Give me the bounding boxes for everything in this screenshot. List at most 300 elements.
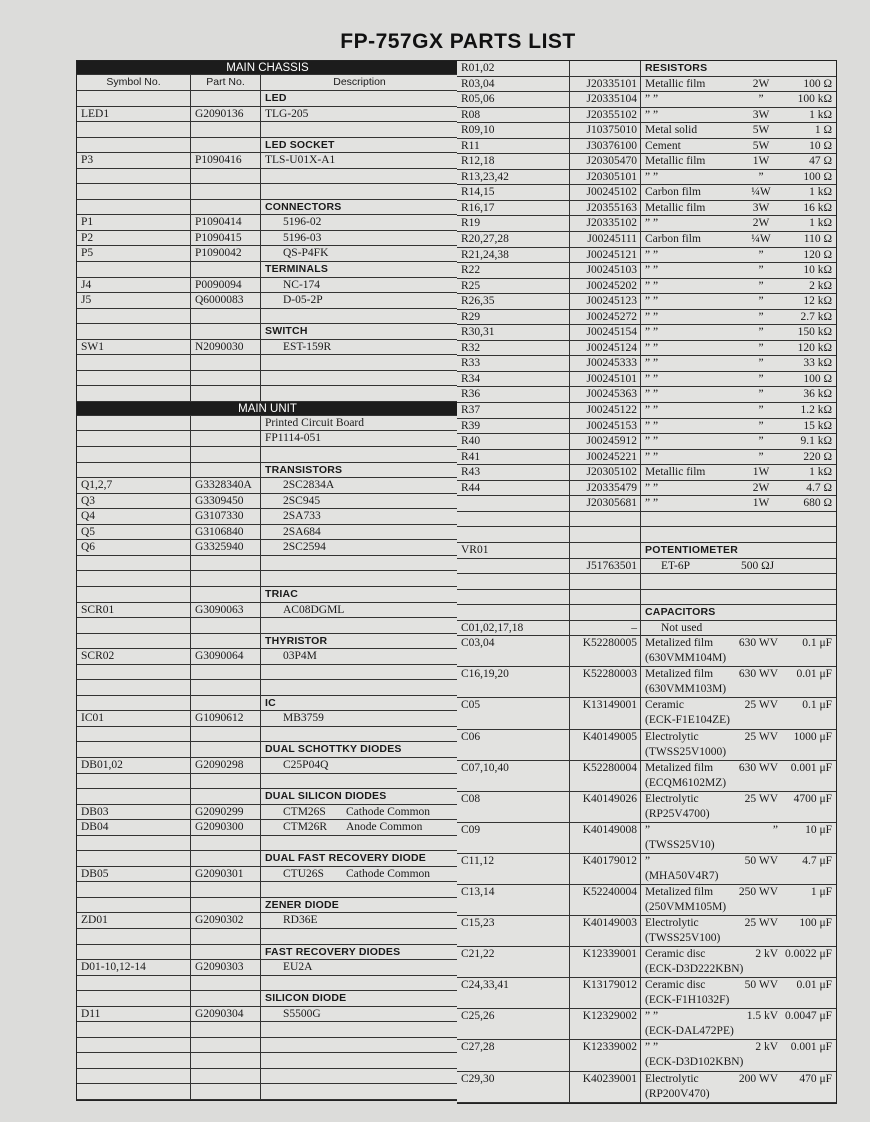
- symbol-cell: [77, 371, 191, 386]
- symbol-cell: C07,10,40: [457, 761, 570, 791]
- page-title: FP-757GX PARTS LIST: [340, 30, 576, 53]
- part-number-cell: [191, 882, 261, 897]
- symbol-cell: [77, 789, 191, 804]
- description-cell: [641, 108, 836, 123]
- part-number-cell: P1090414: [191, 215, 261, 230]
- wattage: ”: [758, 404, 764, 417]
- table-row: [77, 278, 458, 294]
- description-cell: [641, 1009, 836, 1039]
- category-row: [77, 991, 458, 1007]
- model-code: (ECK-F1H1032F): [645, 994, 730, 1007]
- description-cell: 2SC945: [283, 494, 321, 507]
- description-cell: [641, 201, 836, 216]
- part-number-cell: K52240004: [570, 885, 641, 915]
- description-cell: [261, 169, 458, 184]
- description-cell: SILICON DIODE: [265, 992, 347, 1005]
- description-text: Metalized film: [645, 761, 714, 774]
- table-row: [457, 170, 836, 186]
- part-number-cell: J00245101: [570, 372, 641, 387]
- table-row: [457, 1040, 836, 1071]
- model-code: (250VMM105M): [645, 900, 727, 913]
- symbol-cell: D11: [77, 1007, 191, 1022]
- table-row: [457, 450, 836, 466]
- description-cell: [641, 885, 836, 915]
- symbol-cell: DB03: [77, 805, 191, 820]
- wattage: ”: [758, 326, 764, 339]
- symbol-cell: [77, 976, 191, 991]
- table-row: [77, 246, 458, 262]
- table-row: [77, 416, 458, 432]
- category-row: [77, 587, 458, 603]
- description-text: CTM26S: [283, 805, 326, 818]
- category-row: [457, 543, 836, 559]
- description-cell: 2SA684: [283, 525, 321, 538]
- description-cell: [641, 1072, 836, 1102]
- wattage: ”: [758, 93, 764, 106]
- blank-row: [77, 882, 458, 898]
- symbol-cell: R14,15: [457, 185, 570, 200]
- description-note: Cathode Common: [346, 867, 431, 880]
- description-cell: [641, 559, 836, 574]
- blank-row: [77, 571, 458, 587]
- symbol-cell: SW1: [77, 340, 191, 355]
- description-text: Cement: [645, 139, 681, 152]
- symbol-cell: [77, 1022, 191, 1037]
- description-cell: [641, 154, 836, 169]
- part-number-cell: Q6000083: [191, 293, 261, 308]
- description-text: Metallic film: [645, 466, 706, 479]
- description-text: ” ”: [645, 264, 659, 277]
- symbol-cell: [77, 1038, 191, 1053]
- description-cell: [261, 1069, 458, 1084]
- table-row: [77, 867, 458, 883]
- symbol-cell: [77, 463, 191, 478]
- symbol-cell: J4: [77, 278, 191, 293]
- symbol-cell: C13,14: [457, 885, 570, 915]
- description-cell: [261, 618, 458, 633]
- part-number-cell: K40179012: [570, 854, 641, 884]
- wattage: ”: [758, 419, 764, 432]
- voltage: 50 WV: [744, 979, 778, 992]
- part-number-cell: J10375010: [570, 123, 641, 138]
- wattage: ”: [758, 310, 764, 323]
- part-number-cell: [570, 574, 641, 589]
- description-cell: SWITCH: [265, 325, 308, 338]
- value: 0.0047 μF: [784, 1010, 832, 1023]
- blank-row: [77, 727, 458, 743]
- part-number-cell: [191, 309, 261, 324]
- symbol-cell: C16,19,20: [457, 667, 570, 697]
- part-number-cell: K40149003: [570, 916, 641, 946]
- description-text: ” ”: [645, 481, 659, 494]
- description-cell: [641, 310, 836, 325]
- symbol-cell: SCR01: [77, 603, 191, 618]
- part-number-cell: [191, 696, 261, 711]
- symbol-cell: P2: [77, 231, 191, 246]
- voltage: 250 WV: [738, 885, 778, 898]
- part-number-cell: J20355102: [570, 108, 641, 123]
- table-row: [457, 419, 836, 435]
- symbol-cell: R37: [457, 403, 570, 418]
- part-number-cell: P1090416: [191, 153, 261, 168]
- part-number-cell: J00245272: [570, 310, 641, 325]
- voltage: 2 kV: [755, 1041, 778, 1054]
- part-number-cell: P0090094: [191, 278, 261, 293]
- voltage: 50 WV: [744, 854, 778, 867]
- description-cell: [641, 341, 836, 356]
- part-number-cell: [191, 1053, 261, 1068]
- description-cell: [641, 279, 836, 294]
- part-number-cell: [191, 836, 261, 851]
- symbol-cell: [77, 200, 191, 215]
- symbol-cell: [457, 574, 570, 589]
- part-number-cell: K12329002: [570, 1009, 641, 1039]
- wattage: 1W: [752, 497, 770, 510]
- category-row: [77, 324, 458, 340]
- description-cell: [641, 403, 836, 418]
- table-row: [457, 496, 836, 512]
- symbol-cell: R44: [457, 481, 570, 496]
- symbol-cell: R12,18: [457, 154, 570, 169]
- description-cell: CONNECTORS: [265, 200, 342, 213]
- description-cell: DUAL FAST RECOVERY DIODE: [265, 852, 426, 865]
- value: 0.0022 μF: [784, 948, 832, 961]
- description-cell: POTENTIOMETER: [645, 543, 739, 556]
- symbol-cell: [77, 138, 191, 153]
- symbol-cell: C01,02,17,18: [457, 621, 570, 636]
- part-number-cell: K40239001: [570, 1072, 641, 1102]
- voltage: 200 WV: [738, 1072, 778, 1085]
- category-row: [77, 696, 458, 712]
- symbol-cell: P3: [77, 153, 191, 168]
- value: 9.1 kΩ: [800, 435, 832, 448]
- description-cell: MB3759: [283, 712, 324, 725]
- description-cell: [641, 232, 836, 247]
- symbol-cell: DB05: [77, 867, 191, 882]
- description-cell: D-05-2P: [283, 294, 323, 307]
- part-number-cell: K13179012: [570, 978, 641, 1008]
- symbol-cell: R32: [457, 341, 570, 356]
- description-cell: [261, 882, 458, 897]
- description-cell: [641, 372, 836, 387]
- description-text: Ceramic: [645, 699, 684, 712]
- table-row: [457, 154, 836, 170]
- value: 100 Ω: [803, 372, 832, 385]
- symbol-cell: C08: [457, 792, 570, 822]
- symbol-cell: [77, 386, 191, 401]
- symbol-cell: DB01,02: [77, 758, 191, 773]
- symbol-cell: R36: [457, 387, 570, 402]
- value: 100 kΩ: [797, 93, 832, 106]
- description-cell: CAPACITORS: [645, 606, 716, 619]
- part-number-cell: G3106840: [191, 525, 261, 540]
- symbol-cell: LED1: [77, 107, 191, 122]
- symbol-cell: R29: [457, 310, 570, 325]
- table-row: [457, 621, 836, 637]
- wattage: 5W: [752, 139, 770, 152]
- description-cell: Printed Circuit Board: [265, 416, 365, 429]
- part-number-cell: G3309450: [191, 494, 261, 509]
- blank-row: [77, 184, 458, 200]
- description-cell: ZENER DIODE: [265, 898, 339, 911]
- blank-row: [77, 169, 458, 185]
- part-number-cell: J00245111: [570, 232, 641, 247]
- description-cell: EST-159R: [283, 340, 332, 353]
- description-cell: [641, 434, 836, 449]
- description-cell: [261, 665, 458, 680]
- part-number-cell: [191, 355, 261, 370]
- symbol-cell: C29,30: [457, 1072, 570, 1102]
- value: 680 Ω: [803, 497, 832, 510]
- part-number-cell: J00245153: [570, 419, 641, 434]
- description-cell: [641, 823, 836, 853]
- description-text: Carbon film: [645, 233, 701, 246]
- table-row: [457, 947, 836, 978]
- description-cell: [261, 867, 458, 882]
- symbol-cell: [77, 742, 191, 757]
- part-number-cell: [191, 618, 261, 633]
- description-cell: [641, 667, 836, 697]
- part-number-cell: K52280005: [570, 636, 641, 666]
- description-text: ” ”: [645, 108, 659, 121]
- description-cell: [641, 170, 836, 185]
- description-cell: [261, 1038, 458, 1053]
- symbol-cell: [77, 898, 191, 913]
- model-code: (RP200V470): [645, 1087, 710, 1100]
- description-cell: [261, 1022, 458, 1037]
- value: 1 kΩ: [809, 186, 832, 199]
- table-row: [77, 431, 458, 447]
- description-cell: [641, 978, 836, 1008]
- category-row: [77, 742, 458, 758]
- description-text: ” ”: [645, 341, 659, 354]
- blank-row: [77, 1053, 458, 1069]
- part-number-cell: [191, 122, 261, 137]
- table-row: [457, 1072, 836, 1103]
- symbol-cell: P1: [77, 215, 191, 230]
- table-row: [457, 761, 836, 792]
- value: 1000 μF: [793, 730, 832, 743]
- table-row: [457, 667, 836, 698]
- symbol-cell: R26,35: [457, 294, 570, 309]
- description-cell: [641, 450, 836, 465]
- value: 10 μF: [805, 823, 832, 836]
- part-number-cell: K12339002: [570, 1040, 641, 1070]
- description-cell: [641, 325, 836, 340]
- part-number-cell: G2090298: [191, 758, 261, 773]
- description-cell: IC: [265, 696, 276, 709]
- symbol-cell: [77, 696, 191, 711]
- part-number-cell: K12339001: [570, 947, 641, 977]
- symbol-cell: C03,04: [457, 636, 570, 666]
- description-text: Metallic film: [645, 155, 706, 168]
- symbol-cell: [77, 556, 191, 571]
- description-text: Electrolytic: [645, 917, 699, 930]
- description-text: Metalized film: [645, 885, 714, 898]
- symbol-cell: [77, 851, 191, 866]
- part-number-cell: [570, 543, 641, 558]
- description-cell: [261, 1053, 458, 1068]
- part-number-cell: J00245122: [570, 403, 641, 418]
- part-number-cell: K40149005: [570, 730, 641, 760]
- description-cell: [641, 77, 836, 92]
- description-text: ” ”: [645, 450, 659, 463]
- description-text: Electrolytic: [645, 792, 699, 805]
- symbol-cell: [77, 262, 191, 277]
- value: 15 kΩ: [803, 419, 832, 432]
- description-cell: LED: [265, 92, 287, 104]
- description-cell: 2SA733: [283, 510, 321, 523]
- wattage: ”: [758, 450, 764, 463]
- symbol-cell: R08: [457, 108, 570, 123]
- value: 0.001 μF: [790, 761, 832, 774]
- description-cell: [641, 636, 836, 666]
- table-row: [457, 232, 836, 248]
- symbol-cell: SCR02: [77, 649, 191, 664]
- part-number-cell: [191, 976, 261, 991]
- voltage: 25 WV: [744, 730, 778, 743]
- part-number-cell: [191, 634, 261, 649]
- table-row: [457, 387, 836, 403]
- value: 47 Ω: [809, 155, 832, 168]
- description-text: ” ”: [645, 1041, 659, 1054]
- blank-row: [77, 976, 458, 992]
- value: 100 Ω: [803, 77, 832, 90]
- part-number-cell: K40149008: [570, 823, 641, 853]
- symbol-cell: C15,23: [457, 916, 570, 946]
- symbol-cell: C24,33,41: [457, 978, 570, 1008]
- description-cell: [261, 976, 458, 991]
- description-cell: [261, 836, 458, 851]
- part-number-cell: [570, 512, 641, 527]
- table-row: [457, 465, 836, 481]
- symbol-cell: R22: [457, 263, 570, 278]
- wattage: ”: [758, 372, 764, 385]
- description-cell: TERMINALS: [265, 263, 329, 276]
- symbol-cell: [77, 447, 191, 462]
- part-number-cell: G2090136: [191, 107, 261, 122]
- description-cell: [261, 556, 458, 571]
- description-text: ” ”: [645, 248, 659, 261]
- description-cell: THYRISTOR: [265, 634, 328, 647]
- symbol-cell: [77, 665, 191, 680]
- wattage: ”: [758, 279, 764, 292]
- part-number-cell: J00245124: [570, 341, 641, 356]
- symbol-cell: [77, 1084, 191, 1099]
- part-number-cell: G3090063: [191, 603, 261, 618]
- part-number-cell: [191, 431, 261, 446]
- description-text: ” ”: [645, 295, 659, 308]
- description-cell: [641, 92, 836, 107]
- part-number-cell: [191, 929, 261, 944]
- part-number-cell: G3090064: [191, 649, 261, 664]
- symbol-cell: Q6: [77, 540, 191, 555]
- description-cell: RESISTORS: [645, 62, 708, 74]
- table-row: [77, 509, 458, 525]
- description-text: ” ”: [645, 388, 659, 401]
- description-cell: [641, 419, 836, 434]
- description-cell: 5196-02: [283, 216, 322, 229]
- part-number-cell: [191, 1069, 261, 1084]
- table-row: [77, 494, 458, 510]
- model-code: (ECQM6102MZ): [645, 776, 727, 789]
- description-cell: LED SOCKET: [265, 138, 335, 151]
- description-text: Not used: [661, 621, 703, 634]
- model-code: (MHA50V4R7): [645, 869, 719, 882]
- description-cell: [641, 465, 836, 480]
- symbol-cell: [77, 571, 191, 586]
- value: 2.7 kΩ: [800, 310, 832, 323]
- symbol-cell: P5: [77, 246, 191, 261]
- table-row: [457, 279, 836, 295]
- value: 1 kΩ: [809, 108, 832, 121]
- symbol-cell: C27,28: [457, 1040, 570, 1070]
- table-row: [457, 372, 836, 388]
- symbol-cell: Q1,2,7: [77, 478, 191, 493]
- table-row: [457, 356, 836, 372]
- description-cell: DUAL SILICON DIODES: [265, 790, 387, 803]
- part-number-cell: [191, 945, 261, 960]
- value: 10 kΩ: [803, 264, 832, 277]
- symbol-cell: R19: [457, 216, 570, 231]
- description-cell: [641, 590, 836, 605]
- description-cell: 03P4M: [283, 650, 317, 663]
- symbol-cell: C11,12: [457, 854, 570, 884]
- part-number-cell: J00245221: [570, 450, 641, 465]
- symbol-cell: R43: [457, 465, 570, 480]
- part-number-cell: [191, 851, 261, 866]
- wattage: 1W: [752, 466, 770, 479]
- symbol-cell: C05: [457, 698, 570, 728]
- symbol-cell: [77, 634, 191, 649]
- description-cell: [641, 512, 836, 527]
- part-number-cell: J00245363: [570, 387, 641, 402]
- category-row: [77, 851, 458, 867]
- symbol-cell: [77, 309, 191, 324]
- value: 0.1 μF: [802, 637, 832, 650]
- table-row: [457, 636, 836, 667]
- description-cell: [641, 496, 836, 511]
- description-cell: RD36E: [283, 914, 318, 927]
- symbol-cell: J5: [77, 293, 191, 308]
- part-number-cell: [191, 665, 261, 680]
- value: 110 Ω: [803, 233, 832, 246]
- voltage: 1.5 kV: [746, 1010, 778, 1023]
- value: 33 kΩ: [803, 357, 832, 370]
- category-row: [77, 789, 458, 805]
- table-row: [77, 913, 458, 929]
- part-number-cell: [191, 262, 261, 277]
- symbol-cell: [77, 929, 191, 944]
- part-number-cell: G2090302: [191, 913, 261, 928]
- symbol-cell: [457, 605, 570, 620]
- symbol-cell: C06: [457, 730, 570, 760]
- blank-row: [77, 1038, 458, 1054]
- wattage: ”: [758, 170, 764, 183]
- value: 120 kΩ: [797, 341, 832, 354]
- part-number-cell: [191, 774, 261, 789]
- part-number-cell: [191, 742, 261, 757]
- blank-row: [457, 512, 836, 528]
- description-cell: [641, 123, 836, 138]
- description-cell: 2SC2594: [283, 541, 326, 554]
- symbol-cell: [457, 590, 570, 605]
- value: 0.01 μF: [796, 979, 832, 992]
- description-cell: C25P04Q: [283, 758, 329, 771]
- table-row: [457, 1009, 836, 1040]
- category-row: [77, 200, 458, 216]
- table-row: [77, 340, 458, 356]
